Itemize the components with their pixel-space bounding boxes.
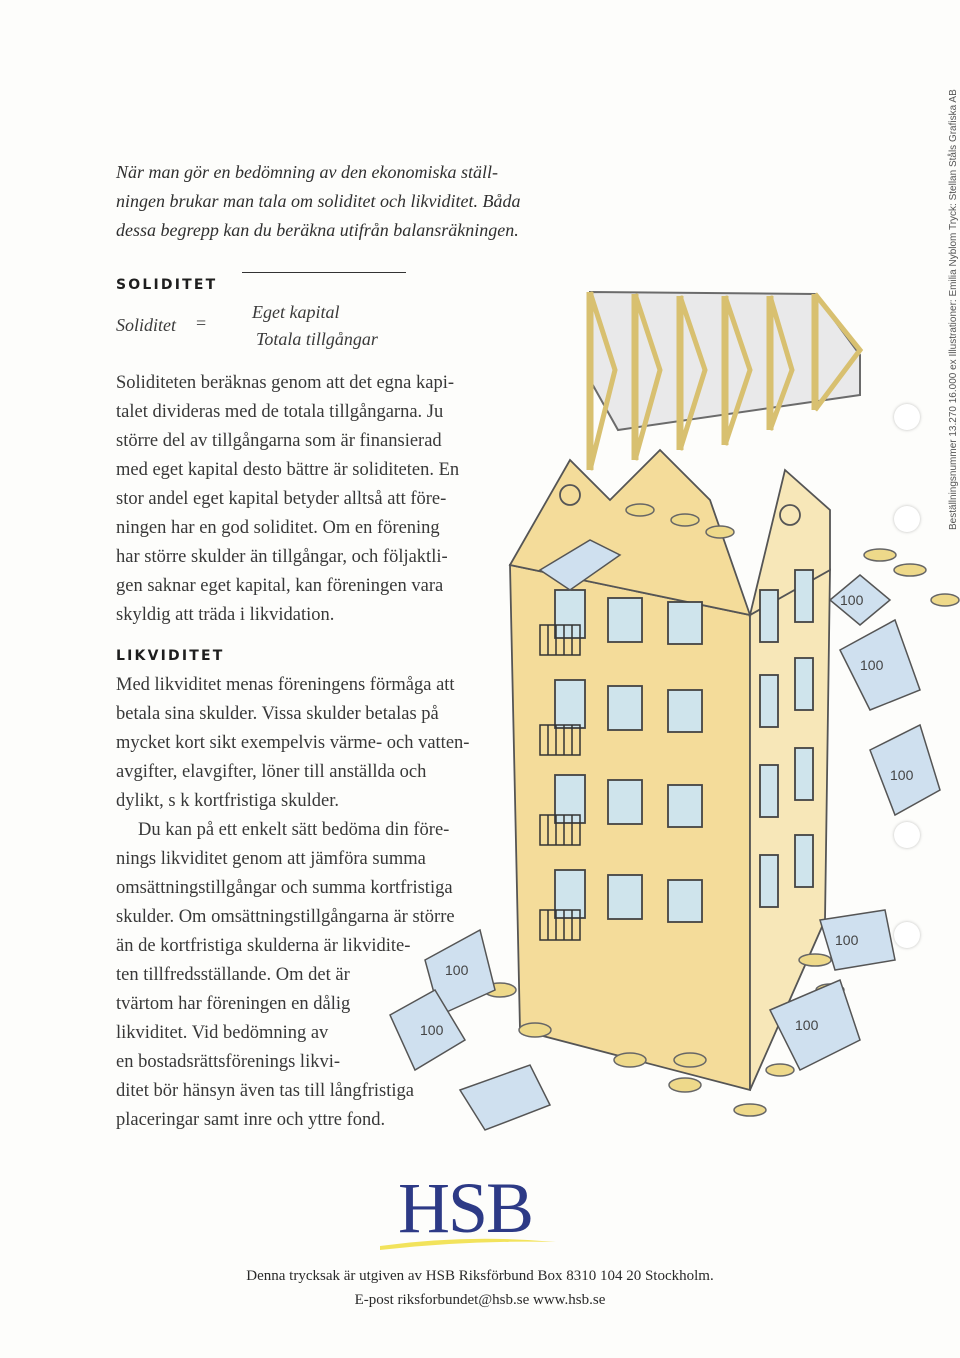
text-line: ningen har en god soliditet. Om en förening: [116, 518, 440, 538]
text-line: betala sina skulder. Vissa skulder betalas på: [116, 704, 439, 724]
roof-truss-icon: [590, 292, 860, 470]
text-line: likviditet. Vid bedömning av: [116, 1023, 329, 1043]
banknote-label: 100: [835, 932, 859, 948]
punch-hole: [894, 922, 920, 948]
banknote-label: 100: [420, 1022, 444, 1038]
text-line: Med likviditet menas föreningens förmåga att: [116, 675, 455, 695]
text-line: tvärtom har föreningen en dålig: [116, 994, 351, 1014]
text-line: större del av tillgångarna som är finansierad: [116, 431, 442, 451]
text-line: skyldig att träda i likvidation.: [116, 605, 335, 625]
punch-hole: [894, 404, 920, 430]
text-line: skulder. Om omsättningstillgångarna är större: [116, 907, 455, 927]
footer-address: Denna trycksak är utgiven av HSB Riksförbund Box 8310 104 20 Stockholm.: [246, 1268, 714, 1284]
text-line: Du kan på ett enkelt sätt bedöma din före-: [138, 820, 450, 840]
intro-line: När man gör en bedömning av den ekonomiska ställ-: [116, 162, 498, 182]
banknote-label: 100: [890, 767, 914, 783]
text-line: en bostadsrättsförenings likvi-: [116, 1052, 341, 1072]
text-line: stor andel eget kapital betyder alltså att före-: [116, 489, 447, 509]
soliditet-paragraph: [116, 369, 476, 630]
logo-swoosh-icon: [378, 1232, 558, 1252]
banknote-label: 100: [445, 962, 469, 978]
text-line: ten tillfredsställande. Om det är: [116, 965, 350, 985]
formula-denominator: Totala tillgångar: [256, 329, 378, 349]
text-line: avgifter, elavgifter, löner till anställda och: [116, 762, 427, 782]
punch-hole: [894, 506, 920, 532]
punch-hole: [894, 822, 920, 848]
text-line: med eget kapital desto bättre är soliditeten. En: [116, 460, 460, 480]
building-illustration: [420, 270, 960, 1130]
formula-left: Soliditet: [116, 315, 176, 335]
footer-contact: E-post riksforbundet@hsb.se www.hsb.se: [354, 1292, 606, 1308]
text-line: placeringar samt inre och yttre fond.: [116, 1110, 386, 1130]
text-line: omsättningstillgångar och summa kortfristiga: [116, 878, 453, 898]
text-line: dylikt, s k kortfristiga skulder.: [116, 791, 340, 811]
text-line: mycket kort sikt exempelvis värme- och vatten-: [116, 733, 470, 753]
banknote-label: 100: [840, 592, 864, 608]
intro-line: dessa begrepp kan du beräkna utifrån balansräkningen.: [116, 220, 519, 240]
intro-text: [116, 158, 521, 245]
soliditet-heading: SOLIDITET: [116, 277, 218, 293]
formula-numerator: Eget kapital: [252, 302, 340, 322]
likviditet-heading: LIKVIDITET: [116, 648, 225, 664]
print-info: Beställningsnummer 13.270 16.000 ex Illustrationer: Emilia Nyblom Tryck: Stellan Ståls Grafiska AB: [948, 89, 959, 530]
text-line: Soliditeten beräknas genom att det egna kapi-: [116, 373, 455, 393]
text-line: gen saknar eget kapital, kan föreningen vara: [116, 576, 444, 596]
text-line: än de kortfristiga skulderna är likvidite-: [116, 936, 411, 956]
banknote-label: 100: [795, 1017, 819, 1033]
formula-top-rule: [242, 272, 406, 273]
formula-equals: =: [196, 313, 207, 333]
building-icon: [510, 450, 830, 1090]
intro-line: ningen brukar man tala om soliditet och likviditet. Båda: [116, 191, 521, 211]
text-line: nings likviditet genom att jämföra summa: [116, 849, 426, 869]
banknote-label: 100: [860, 657, 884, 673]
text-line: ditet bör hänsyn även tas till långfristiga: [116, 1081, 414, 1101]
text-line: har större skulder än tillgångar, och följaktli-: [116, 547, 448, 567]
text-line: talet divideras med de totala tillgångarna. Ju: [116, 402, 444, 422]
hsb-logo: HSB: [398, 1168, 533, 1248]
